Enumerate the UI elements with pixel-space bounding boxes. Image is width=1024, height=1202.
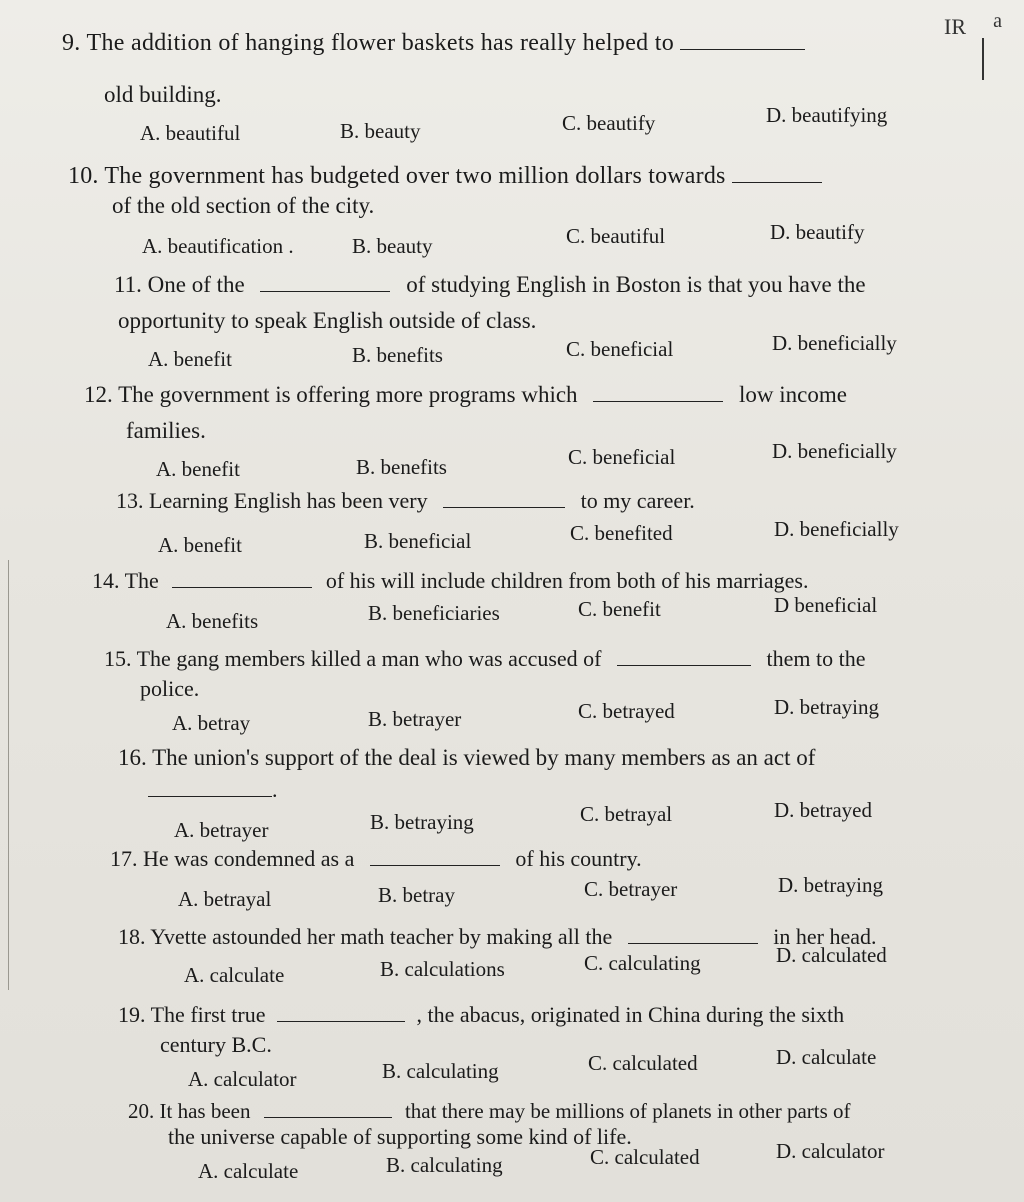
question-text-after: of his will include children from both of his marriages. [325,568,809,593]
question-text-after: of studying English in Boston is that you have the [406,272,866,297]
question-continuation: century B.C. [160,1032,272,1057]
option-a[interactable]: A. benefits [166,609,259,633]
question-text: It has been [159,1099,251,1123]
option-b[interactable]: B. beauty [340,119,421,143]
answer-blank[interactable] [148,776,272,797]
question-text: The first true [150,1002,266,1027]
question-text-after: them to the [766,646,866,671]
question-text-after: to my career. [580,488,695,513]
question-number: 16. [118,745,147,770]
option-c[interactable]: C. betrayed [578,699,675,723]
option-a[interactable]: A. benefit [158,533,242,557]
question-continuation: . [272,777,278,802]
question-continuation: opportunity to speak English outside of class. [118,308,537,333]
corner-handwriting: IR [944,14,966,39]
answer-blank[interactable] [617,645,751,666]
answer-blank[interactable] [264,1097,392,1118]
option-b[interactable]: B. calculating [386,1153,503,1177]
question-number: 19. [118,1002,146,1027]
option-b[interactable]: B. betraying [370,810,474,834]
margin-line [8,560,9,990]
question-text: Learning English has been very [149,488,428,513]
option-b[interactable]: B. benefits [356,455,447,479]
option-d[interactable]: D. calculated [776,943,887,967]
question-text: The union's support of the deal is viewed by many members as an act of [152,745,816,770]
question-text: One of the [147,272,245,297]
option-c[interactable]: C. betrayer [584,877,678,901]
question-continuation: old building. [104,82,222,107]
option-b[interactable]: B. beauty [352,234,433,258]
corner-line [982,38,984,80]
option-a[interactable]: A. betrayer [174,818,269,842]
option-d[interactable]: D. calculator [776,1139,885,1163]
answer-blank[interactable] [628,923,758,944]
option-d[interactable]: D. beneficially [774,517,899,541]
answer-blank[interactable] [172,567,312,588]
answer-blank[interactable] [370,845,500,866]
question-number: 15. [104,646,132,671]
answer-blank[interactable] [732,162,822,183]
option-a[interactable]: A. benefit [148,347,232,371]
option-b[interactable]: B. betrayer [368,707,462,731]
option-d[interactable]: D. beneficially [772,331,897,355]
question-number: 14. [92,568,120,593]
option-a[interactable]: A. calculate [184,963,285,987]
option-c[interactable]: C. calculated [590,1145,700,1169]
option-d[interactable]: D. betraying [774,695,879,719]
question-text: The government is offering more programs which [118,382,578,407]
question-text-after: of his country. [515,846,642,871]
option-a[interactable]: A. beautification . [142,234,294,258]
question-continuation: the universe capable of supporting some kind of life. [168,1124,632,1149]
question-number: 10. [68,163,99,189]
question-text-after: in her head. [773,924,877,949]
option-c[interactable]: C. beautify [562,111,656,135]
option-a[interactable]: A. calculator [188,1067,297,1091]
question-text-after: , the abacus, originated in China during the sixth [416,1002,845,1027]
option-d[interactable]: D. beneficially [772,439,897,463]
question-number: 17. [110,846,138,871]
question-number: 13. [116,488,144,513]
option-c[interactable]: C. benefit [578,597,661,621]
option-c[interactable]: C. beneficial [566,337,674,361]
option-a[interactable]: A. betray [172,711,251,735]
option-b[interactable]: B. benefits [352,343,443,367]
option-d[interactable]: D beneficial [774,593,878,617]
option-a[interactable]: A. beautiful [140,121,241,145]
question-text: The government has budgeted over two million dollars towards [104,163,726,189]
question-number: 18. [118,924,146,949]
option-c[interactable]: C. beneficial [568,445,676,469]
question-continuation: families. [126,418,206,443]
answer-blank[interactable] [277,1001,405,1022]
option-a[interactable]: A. calculate [198,1159,299,1183]
question-number: 20. [128,1099,155,1123]
option-a[interactable]: A. betrayal [178,887,272,911]
question-number: 11. [114,272,142,297]
answer-blank[interactable] [443,487,565,508]
option-b[interactable]: B. calculating [382,1059,499,1083]
option-c[interactable]: C. betrayal [580,802,673,826]
question-text: He was condemned as a [143,846,355,871]
option-d[interactable]: D. betrayed [774,798,872,822]
option-b[interactable]: B. beneficiaries [368,601,500,625]
option-d[interactable]: D. beautifying [766,103,888,127]
corner-handwriting-2: a [993,10,1002,32]
question-number: 12. [84,382,113,407]
option-c[interactable]: C. benefited [570,521,673,545]
question-text: The [124,568,159,593]
option-d[interactable]: D. beautify [770,220,865,244]
option-d[interactable]: D. betraying [778,873,883,897]
answer-blank[interactable] [593,381,723,402]
question-text-after: that there may be millions of planets in other parts of [404,1099,851,1123]
option-c[interactable]: C. calculated [588,1051,698,1075]
question-text-after: low income [739,382,847,407]
answer-blank[interactable] [260,271,390,292]
question-text: Yvette astounded her math teacher by making all the [150,924,613,949]
question-continuation: police. [140,676,200,701]
question-text: The gang members killed a man who was accused of [136,646,602,671]
option-b[interactable]: B. betray [378,883,455,907]
option-d[interactable]: D. calculate [776,1045,877,1069]
question-text: The addition of hanging flower baskets has really helped to [86,30,675,56]
option-c[interactable]: C. calculating [584,951,701,975]
question-number: 9. [62,30,81,56]
option-b[interactable]: B. calculations [380,957,505,981]
option-b[interactable]: B. beneficial [364,529,472,553]
option-a[interactable]: A. benefit [156,457,240,481]
question-continuation: of the old section of the city. [112,193,375,218]
option-c[interactable]: C. beautiful [566,224,666,248]
answer-blank[interactable] [680,29,805,50]
